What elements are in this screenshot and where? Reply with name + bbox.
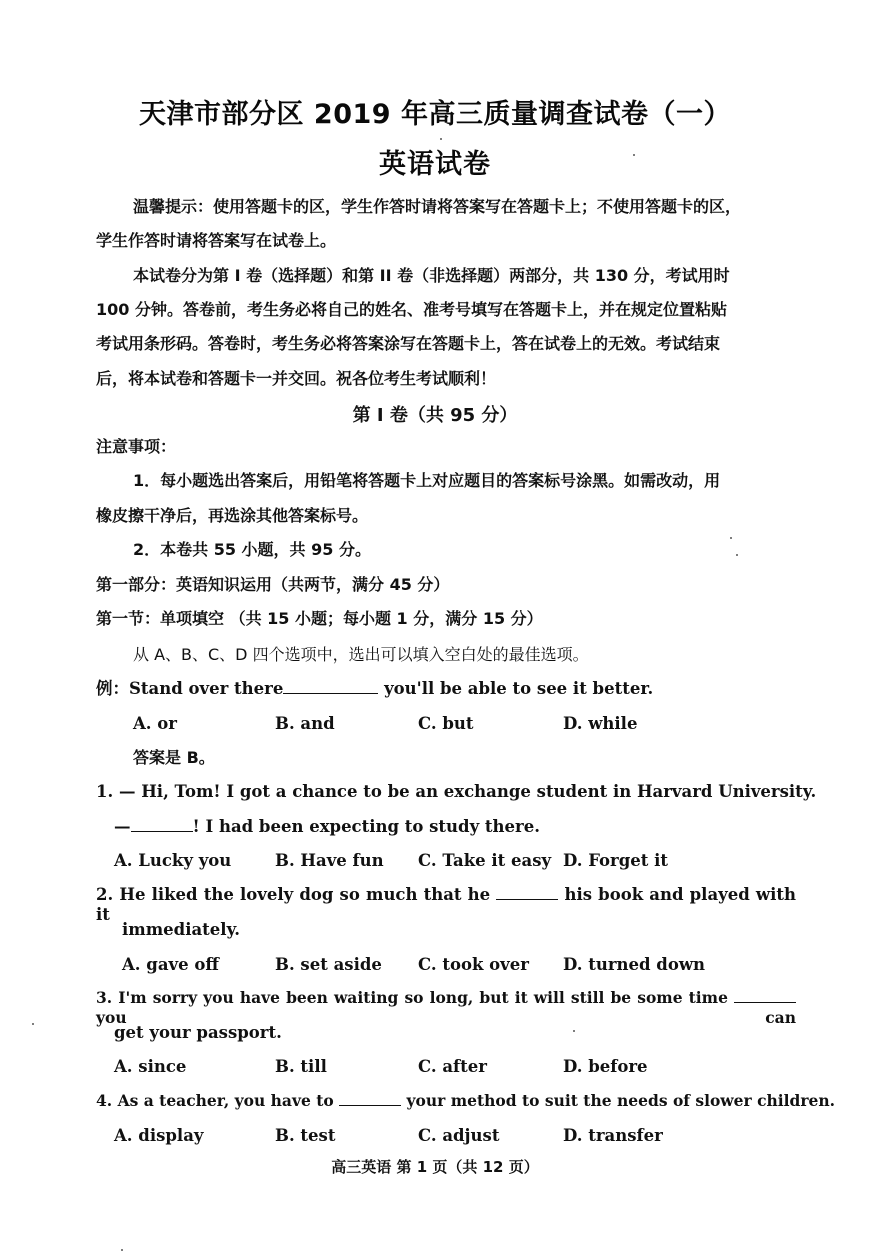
scan-speck <box>440 138 442 140</box>
question-2-prefix: 2. He liked the lovely dog so much that he <box>96 885 491 904</box>
question-3-option-d: D. before <box>563 1057 648 1076</box>
subsection-1-title: 第一节：单项填空 （共 15 小题；每小题 1 分，满分 15 分） <box>96 609 543 628</box>
intro-line-4: 后，将本试卷和答题卡一并交回。祝各位考生考试顺利！ <box>96 369 497 388</box>
exam-title: 天津市部分区 2019 年高三质量调查试卷（一） <box>139 99 731 130</box>
answer-blank <box>339 1091 401 1106</box>
question-2-option-b: B. set aside <box>275 955 382 974</box>
question-1-option-a: A. Lucky you <box>114 851 232 870</box>
instruction: 从 A、B、C、D 四个选项中，选出可以填入空白处的最佳选项。 <box>133 645 589 664</box>
question-1-line-1: 1. — Hi, Tom! I got a chance to be an exchange student in Harvard University. <box>96 782 817 801</box>
question-2-suffix: his book and played with it <box>96 885 796 924</box>
answer-blank <box>734 988 796 1003</box>
question-3-prefix: 3. I'm sorry you have been waiting so long, but it will still be some time <box>96 988 728 1007</box>
question-4-line-1 <box>96 1091 835 1111</box>
question-4-option-d: D. transfer <box>563 1126 663 1145</box>
answer-blank <box>131 817 193 832</box>
answer-blank <box>496 885 558 900</box>
tip-line-1: 温馨提示：使用答题卡的区，学生作答时请将答案写在答题卡上；不使用答题卡的区， <box>133 197 742 216</box>
question-3-option-a: A. since <box>114 1057 187 1076</box>
scan-speck <box>736 554 738 556</box>
answer-blank <box>283 679 378 694</box>
question-3-suffix: you can <box>96 1008 796 1027</box>
question-4-option-a: A. display <box>114 1126 204 1145</box>
part-1-title: 第 I 卷（共 95 分） <box>352 405 518 426</box>
question-3-line-2: get your passport. <box>114 1023 282 1042</box>
scan-speck <box>32 1023 34 1025</box>
note-1-line-2: 橡皮擦干净后，再选涂其他答案标号。 <box>96 506 369 525</box>
dash: — <box>114 817 131 836</box>
scan-speck <box>633 154 635 156</box>
intro-line-1: 本试卷分为第 I 卷（选择题）和第 II 卷（非选择题）两部分，共 130 分，考试用时 <box>133 266 730 285</box>
question-3-option-c: C. after <box>418 1057 487 1076</box>
question-3-line-1 <box>96 988 796 1028</box>
notes-heading: 注意事项： <box>96 437 177 456</box>
intro-line-3: 考试用条形码。答卷时，考生务必将答案涂写在答题卡上，答在试卷上的无效。考试结束 <box>96 334 721 353</box>
intro-line-2: 100 分钟。答卷前，考生务必将自己的姓名、准考号填写在答题卡上，并在规定位置粘贴 <box>96 300 727 319</box>
question-4-option-b: B. test <box>275 1126 336 1145</box>
question-1-line-2 <box>114 817 540 837</box>
page-footer: 高三英语 第 1 页（共 12 页） <box>331 1158 539 1176</box>
scan-speck <box>573 1030 575 1032</box>
example-option-c: C. but <box>418 714 474 733</box>
question-3-option-b: B. till <box>275 1057 327 1076</box>
question-4-option-c: C. adjust <box>418 1126 500 1145</box>
note-1-line-1: 1．每小题选出答案后，用铅笔将答题卡上对应题目的答案标号涂黑。如需改动，用 <box>133 471 721 490</box>
question-2-option-c: C. took over <box>418 955 529 974</box>
question-2-option-a: A. gave off <box>122 955 219 974</box>
example-option-b: B. and <box>275 714 335 733</box>
scan-speck <box>121 1249 123 1251</box>
exam-subtitle: 英语试卷 <box>379 149 491 180</box>
question-1-option-b: B. Have fun <box>275 851 384 870</box>
question-1-option-d: D. Forget it <box>563 851 669 870</box>
example-prefix: 例：Stand over there <box>96 679 284 698</box>
note-2: 2．本卷共 55 小题，共 95 分。 <box>133 540 371 559</box>
question-4-prefix: 4. As a teacher, you have to <box>96 1091 334 1110</box>
example-option-a: A. or <box>133 714 177 733</box>
question-4-suffix: your method to suit the needs of slower children. <box>406 1091 836 1110</box>
section-1-title: 第一部分：英语知识运用（共两节，满分 45 分） <box>96 575 450 594</box>
question-1-suffix: ! I had been expecting to study there. <box>192 817 540 836</box>
tip-line-2: 学生作答时请将答案写在试卷上。 <box>96 231 337 250</box>
example-suffix: you'll be able to see it better. <box>378 679 654 698</box>
example-question <box>96 679 653 699</box>
scan-speck <box>730 537 732 539</box>
example-answer: 答案是 B。 <box>133 748 215 767</box>
question-1-option-c: C. Take it easy <box>418 851 552 870</box>
example-option-d: D. while <box>563 714 638 733</box>
question-2-line-1 <box>96 885 796 925</box>
question-2-option-d: D. turned down <box>563 955 706 974</box>
question-2-line-2: immediately. <box>122 920 241 939</box>
